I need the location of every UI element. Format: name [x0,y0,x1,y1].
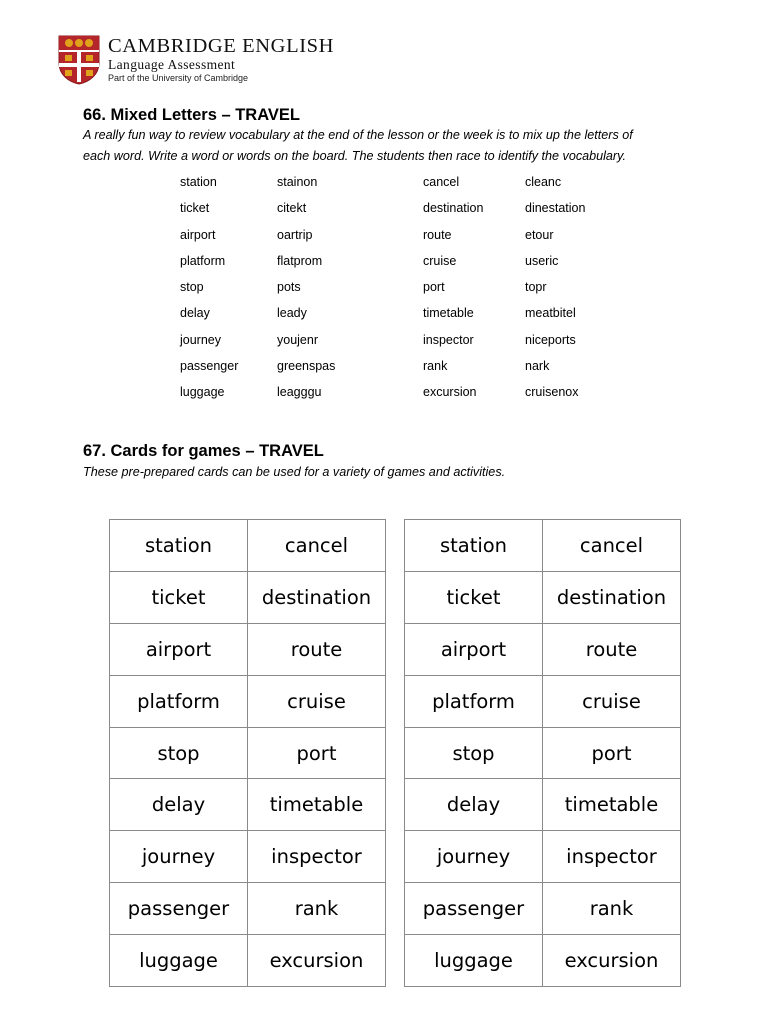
section-66-heading: 66. Mixed Letters – TRAVEL [83,106,301,124]
scrambled-word: topr [525,280,547,295]
scrambled-word: useric [525,253,559,268]
card: timetable [543,779,681,831]
word: port [423,280,445,295]
card: stop [110,727,248,779]
card-row [110,520,386,572]
scrambled-word: etour [525,227,554,242]
card: platform [405,675,543,727]
word: inspector [423,332,474,347]
scrambled-word: cleanc [525,175,562,189]
cards-table-right [404,519,681,987]
card: airport [405,623,543,675]
logo-title: CAMBRIDGE ENGLISH [108,35,335,57]
card-row [405,831,681,883]
card-row [110,623,386,675]
word: delay [180,306,210,321]
card: rank [248,883,386,935]
cambridge-logo [58,35,334,85]
logo-subtitle: Language Assessment [108,57,236,72]
card: route [248,623,386,675]
scrambled-word: greenspas [277,359,336,374]
card: journey [110,831,248,883]
card-row [405,571,681,623]
card: rank [543,883,681,935]
card-row [405,779,681,831]
card-row [405,520,681,572]
logo-tagline: Part of the University of Cambridge [108,73,249,83]
word: platform [180,253,226,268]
word: rank [423,359,448,374]
word: airport [180,227,216,242]
card-row [405,935,681,987]
card: port [248,727,386,779]
card: stop [405,727,543,779]
scrambled-word: youjenr [277,332,318,347]
section-66-description [83,125,743,166]
scrambled-word: pots [277,280,301,295]
scrambled-word: niceports [525,332,576,347]
scrambled-word: leady [277,306,307,321]
card: luggage [110,935,248,987]
word: station [180,175,217,189]
card-row [110,883,386,935]
card-row [405,623,681,675]
card: delay [110,779,248,831]
card: platform [110,675,248,727]
word: passenger [180,359,239,374]
scrambled-word: nark [525,359,550,374]
card: excursion [248,935,386,987]
word: timetable [423,306,474,321]
card-row [110,727,386,779]
card: inspector [543,831,681,883]
card: passenger [110,883,248,935]
word: cancel [423,175,460,189]
card: cruise [543,675,681,727]
card: airport [110,623,248,675]
card: excursion [543,935,681,987]
card: luggage [405,935,543,987]
cambridge-shield-icon [58,35,100,85]
word: stop [180,280,204,295]
card: inspector [248,831,386,883]
card: ticket [405,571,543,623]
section-67-description: These pre-prepared cards can be used for a variety of games and activities. [83,465,506,479]
card: station [405,520,543,572]
card: delay [405,779,543,831]
card: destination [543,571,681,623]
card: cruise [248,675,386,727]
card: port [543,727,681,779]
scrambled-word: citekt [277,201,307,216]
scrambled-word: leagggu [277,385,322,400]
word: journey [180,332,221,347]
cards-table-left [109,519,386,987]
word: destination [423,201,484,216]
scrambled-word: meatbitel [525,306,576,321]
word: excursion [423,385,477,400]
card: cancel [248,520,386,572]
section-67-heading: 67. Cards for games – TRAVEL [83,442,324,460]
word: cruise [423,253,457,268]
scrambled-word: stainon [277,175,318,189]
card-row [405,883,681,935]
card: destination [248,571,386,623]
card: timetable [248,779,386,831]
card: station [110,520,248,572]
card-row [405,675,681,727]
word: ticket [180,201,210,216]
card-row [110,675,386,727]
scrambled-word: oartrip [277,227,313,242]
scrambled-word: dinestation [525,201,586,216]
card-row [110,779,386,831]
section-66-desc-line-1: A really fun way to review vocabulary at the end of the lesson or the week is to mix up the letters of [83,128,633,142]
card-row [110,831,386,883]
scrambled-word: flatprom [277,253,323,268]
card-row [110,571,386,623]
card-row [110,935,386,987]
word: route [423,227,452,242]
card-row [405,727,681,779]
card: journey [405,831,543,883]
word: luggage [180,385,225,400]
card: passenger [405,883,543,935]
card: ticket [110,571,248,623]
card: cancel [543,520,681,572]
scrambled-word: cruisenox [525,385,579,400]
section-66-desc-line-2: each word. Write a word or words on the board. The students then race to identify the vocabulary. [83,148,626,163]
card: route [543,623,681,675]
